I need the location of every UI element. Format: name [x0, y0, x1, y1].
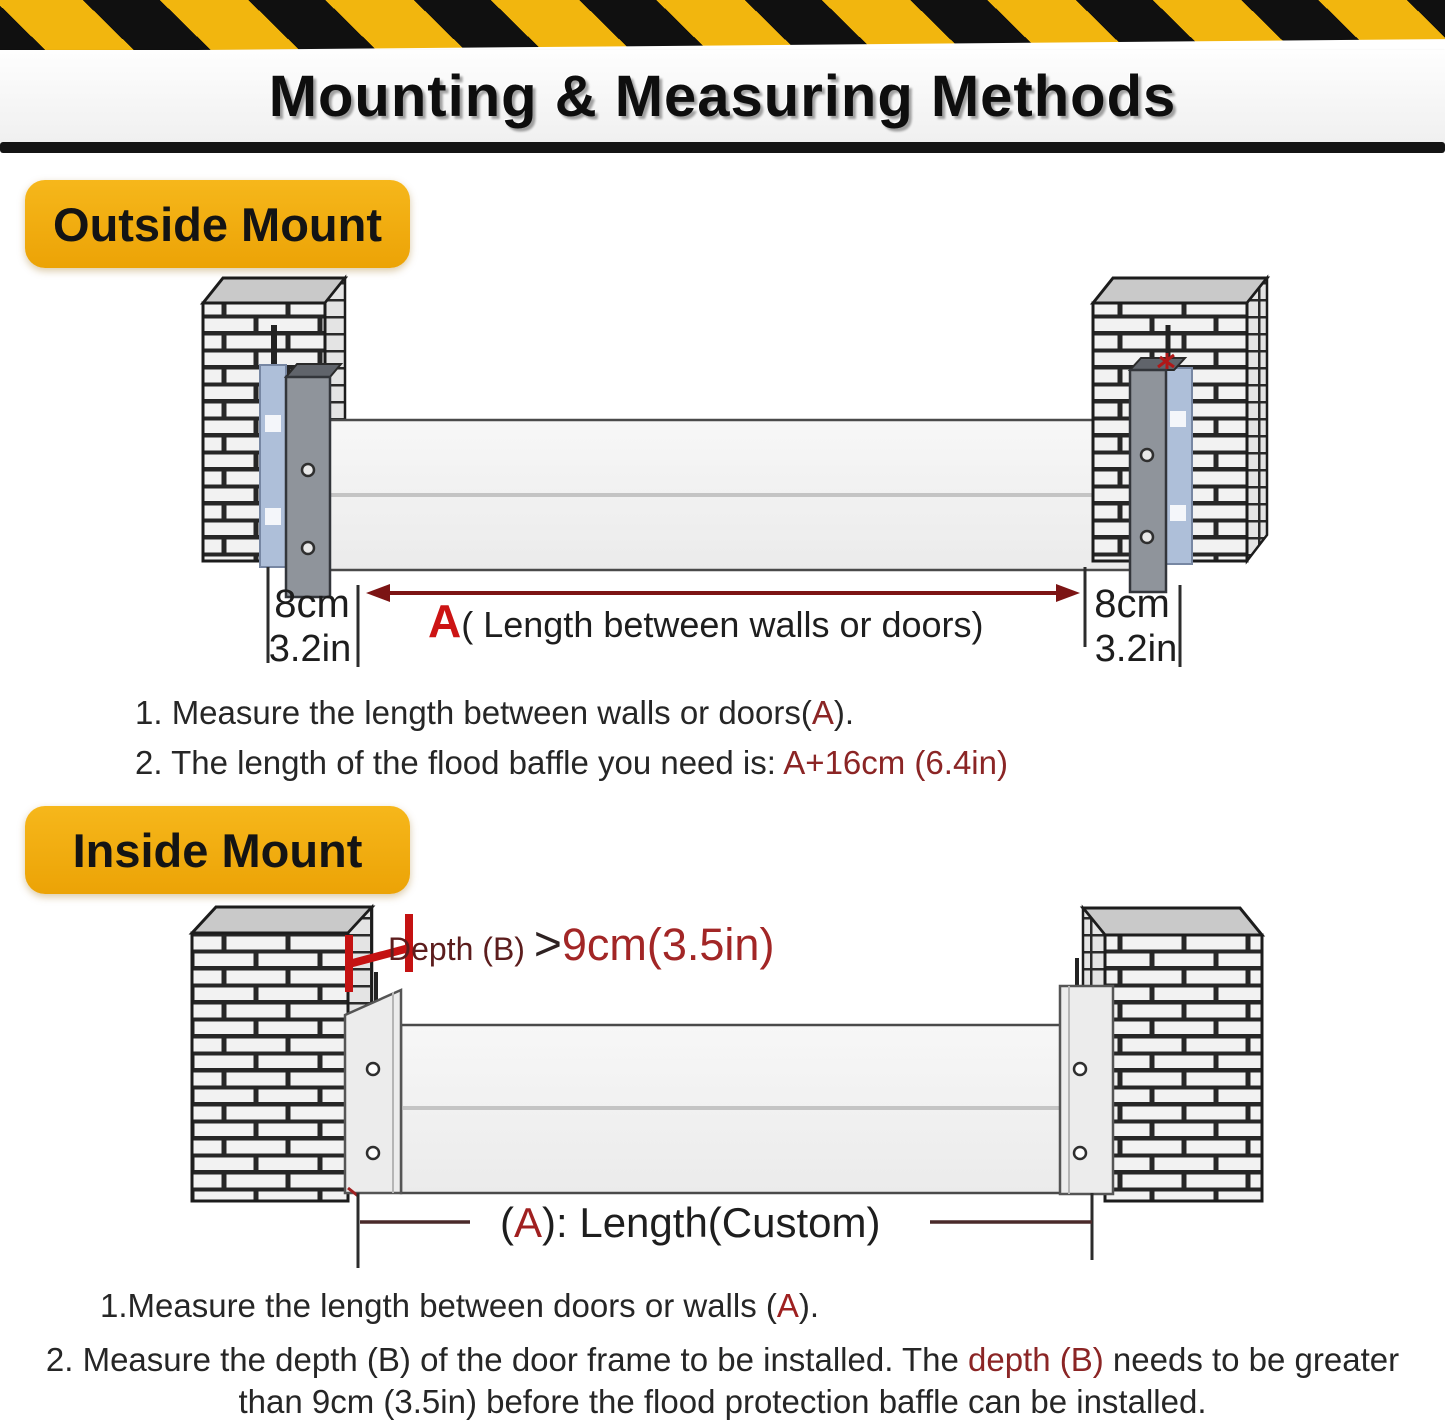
measurement-inside	[358, 1193, 1092, 1268]
label-32in-right: 3.2in	[1094, 628, 1178, 670]
outside-step-2: 2. The length of the flood baffle you need is: A+16cm (6.4in)	[135, 744, 1008, 781]
inside-mount-diagram	[0, 900, 1445, 1270]
seal-tab-icon	[265, 415, 281, 432]
length-dimension-label: A( Length between walls or doors)	[428, 595, 984, 647]
flood-barrier-panels	[322, 420, 1135, 570]
seal-strip	[1166, 368, 1192, 564]
label-32in-left: 3.2in	[268, 628, 352, 670]
inside-mount-steps	[0, 1285, 1445, 1421]
hazard-tape-icon	[0, 0, 1445, 52]
seal-tab-icon	[1170, 505, 1186, 521]
screw-hole-icon	[367, 1147, 379, 1159]
outside-mount-badge-label: Outside Mount	[53, 197, 382, 251]
title-bar	[0, 50, 1445, 143]
outside-step-1: 1. Measure the length between walls or doors(A).	[135, 694, 855, 731]
outside-mount-badge	[25, 180, 410, 268]
outside-mount-diagram	[0, 265, 1445, 675]
screw-hole-icon	[1074, 1147, 1086, 1159]
screw-hole-icon	[302, 542, 314, 554]
seal-tab-icon	[265, 508, 281, 525]
flood-barrier-panels	[401, 1025, 1061, 1193]
length-custom-label: (A): Length(Custom)	[500, 1199, 881, 1246]
screw-hole-icon	[1074, 1063, 1086, 1075]
measurement-outside	[268, 567, 1180, 670]
label-8cm-left: 8cm	[274, 582, 350, 626]
seal-strip	[260, 365, 286, 567]
screw-hole-icon	[1141, 531, 1153, 543]
label-8cm-right: 8cm	[1094, 582, 1170, 626]
header-rule	[0, 142, 1445, 153]
inside-step-2: 2. Measure the depth (B) of the door frame to be installed. The depth (B) needs to be greater than 9cm (3.5in) before the flood protection baffle can be installed.	[45, 1341, 1400, 1420]
screw-hole-icon	[1141, 449, 1153, 461]
page-title: Mounting & Measuring Methods	[268, 64, 1177, 129]
channel-bracket-right	[1060, 958, 1113, 1194]
inside-mount-badge-label: Inside Mount	[72, 823, 363, 877]
screw-hole-icon	[302, 464, 314, 476]
depth-label: Depth (B) >9cm(3.5in)	[388, 918, 775, 971]
inside-mount-badge	[25, 806, 410, 894]
mount-post	[286, 377, 330, 597]
seal-tab-icon	[1170, 411, 1186, 427]
channel-bracket-left	[345, 990, 401, 1196]
mount-post	[1130, 370, 1166, 592]
outside-mount-steps	[0, 692, 1445, 784]
length-arrow-icon	[366, 584, 1080, 602]
inside-step-1: 1.Measure the length between doors or walls (A).	[100, 1287, 820, 1324]
screw-hole-icon	[367, 1063, 379, 1075]
mount-bracket-left	[260, 325, 341, 597]
